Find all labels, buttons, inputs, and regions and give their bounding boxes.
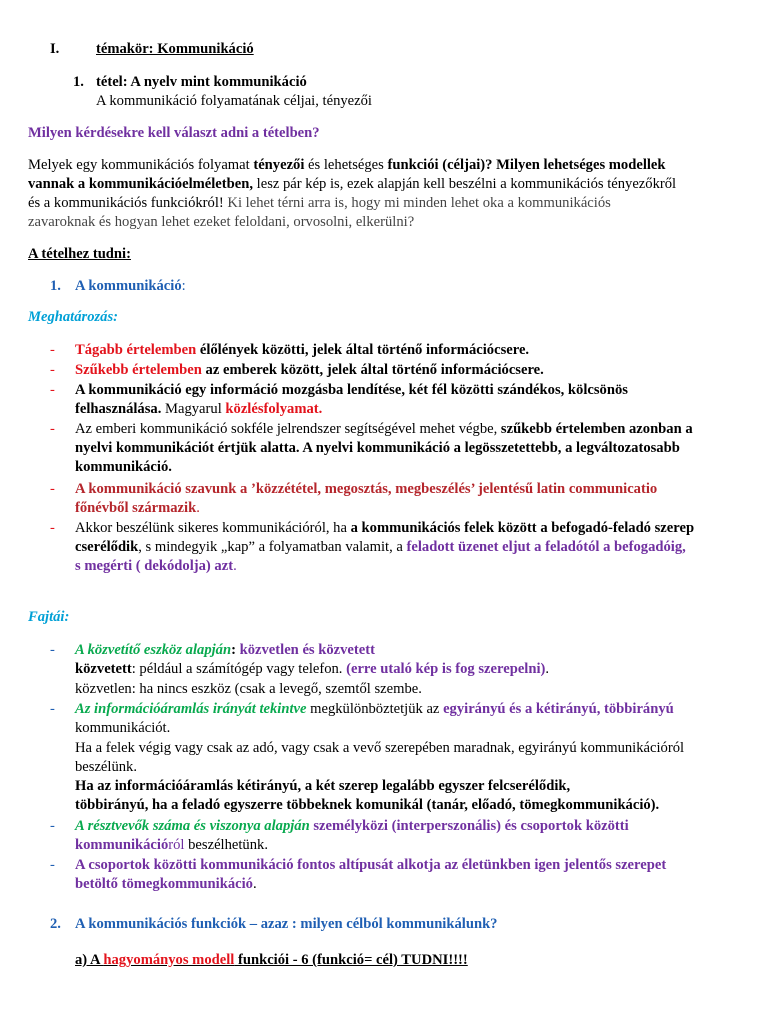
fajtai-heading: Fajtái: bbox=[28, 609, 70, 625]
type-4-line-2: betöltő tömegkommunikáció. bbox=[75, 876, 257, 892]
list-dash: - bbox=[50, 342, 55, 358]
type-3-line-2: kommunikációról beszélhetünk. bbox=[75, 837, 268, 853]
question-heading: Milyen kérdésekre kell választ adni a tételben? bbox=[28, 125, 320, 141]
type-2-line-4: beszélünk. bbox=[75, 759, 138, 775]
def-item-3-line-2: felhasználása. Magyarul közlésfolyamat. bbox=[75, 401, 323, 417]
type-1-line-3: közvetlen: ha nincs eszköz (csak a levegő, szemtől szembe. bbox=[75, 681, 422, 697]
intro-line-2: vannak a kommunikációelméletben, lesz pár kép is, ezek alapján kell beszélni a kommunikációs tényezőkről bbox=[28, 176, 677, 192]
def-item-6-line-2: cserélődik, s mindegyik „kap” a folyamatban valamit, a feladott üzenet eljut a feladótól a befogadóig, bbox=[75, 539, 686, 555]
def-item-3-line-1: A kommunikáció egy információ mozgásba lendítése, két fél közötti szándékos, kölcsönös bbox=[75, 382, 628, 398]
list-dash: - bbox=[50, 421, 55, 437]
item-number: 1. bbox=[73, 74, 84, 90]
def-item-5-line-1: A kommunikáció szavunk a ’közzététel, megosztás, megbeszélés’ jelentésű latin communicatio bbox=[75, 481, 658, 497]
type-4-line-1: A csoportok közötti kommunikáció fontos altípusát alkotja az életünkben igen jelentős szerepet bbox=[75, 857, 667, 873]
list-dash: - bbox=[50, 520, 55, 536]
type-2-line-1: Az információáramlás irányát tekintve megkülönböztetjük az egyirányú és a kétirányú, többirányú bbox=[75, 701, 674, 717]
list-dash: - bbox=[50, 642, 55, 658]
item-title: tétel: A nyelv mint kommunikáció bbox=[96, 74, 307, 90]
list-dash: - bbox=[50, 818, 55, 834]
def-item-4-line-2: nyelvi kommunikációt értjük alatta. A nyelvi kommunikáció a legösszetettebb, a legváltozatosabb bbox=[75, 440, 680, 456]
section-1-title: A kommunikáció: bbox=[75, 278, 186, 294]
section-2-title: A kommunikációs funkciók – azaz : milyen célból kommunikálunk? bbox=[75, 916, 498, 932]
tudni-heading: A tételhez tudni: bbox=[28, 246, 131, 262]
type-2-line-5: Ha az információáramlás kétirányú, a két szerep legalább egyszer felcserélődik, bbox=[75, 778, 571, 794]
list-dash: - bbox=[50, 382, 55, 398]
type-2-line-2: kommunikációt. bbox=[75, 720, 171, 736]
def-item-6-line-1: Akkor beszélünk sikeres kommunikációról, ha a kommunikációs felek között a befogadó-feladó szerep bbox=[75, 520, 695, 536]
def-item-6-line-3: s megérti ( dekódolja) azt. bbox=[75, 558, 237, 574]
subsection-a-heading: a) A hagyományos modell funkciói - 6 (funkció= cél) TUDNI!!!! bbox=[75, 952, 468, 968]
def-item-2: Szűkebb értelemben az emberek között, jelek által történő információcsere. bbox=[75, 362, 544, 378]
def-item-4-line-3: kommunikáció. bbox=[75, 459, 172, 475]
roman-numeral: I. bbox=[50, 41, 60, 57]
type-3-line-1: A résztvevők száma és viszonya alapján személyközi (interperszonális) és csoportok közötti bbox=[75, 818, 629, 834]
type-1-line-1: A közvetítő eszköz alapján: közvetlen és közvetett bbox=[75, 642, 375, 658]
type-1-line-2: közvetett: például a számítógép vagy telefon. (erre utaló kép is fog szerepelni). bbox=[75, 661, 550, 677]
def-item-5-line-2: főnévből származik. bbox=[75, 500, 200, 516]
section-2-number: 2. bbox=[50, 916, 61, 932]
list-dash: - bbox=[50, 481, 55, 497]
topic-heading: témakör: Kommunikáció bbox=[96, 41, 254, 57]
meghatarozas-heading: Meghatározás: bbox=[28, 309, 119, 325]
section-1-number: 1. bbox=[50, 278, 61, 294]
intro-line-3: és a kommunikációs funkciókról! Ki lehet térni arra is, hogy mi minden lehet oka a kommunikációs bbox=[28, 195, 611, 211]
list-dash: - bbox=[50, 362, 55, 378]
item-subtitle: A kommunikáció folyamatának céljai, tényezői bbox=[96, 93, 372, 109]
type-2-line-6: többirányú, ha a feladó egyszerre többeknek komunikál (tanár, előadó, tömegkommunikáció). bbox=[75, 797, 660, 813]
intro-line-4: zavaroknak és hogyan lehet ezeket feloldani, orvosolni, elkerülni? bbox=[28, 214, 415, 230]
list-dash: - bbox=[50, 701, 55, 717]
intro-line-1: Melyek egy kommunikációs folyamat tényezői és lehetséges funkciói (céljai)? Milyen lehetséges modellek bbox=[28, 157, 666, 173]
type-2-line-3: Ha a felek végig vagy csak az adó, vagy csak a vevő szerepében maradnak, egyirányú kommunikációról bbox=[75, 740, 685, 756]
def-item-4-line-1: Az emberi kommunikáció sokféle jelrendszer segítségével mehet végbe, szűkebb értelemben azonban a bbox=[75, 421, 693, 437]
def-item-1: Tágabb értelemben élőlények közötti, jelek által történő információcsere. bbox=[75, 342, 530, 358]
list-dash: - bbox=[50, 857, 55, 873]
